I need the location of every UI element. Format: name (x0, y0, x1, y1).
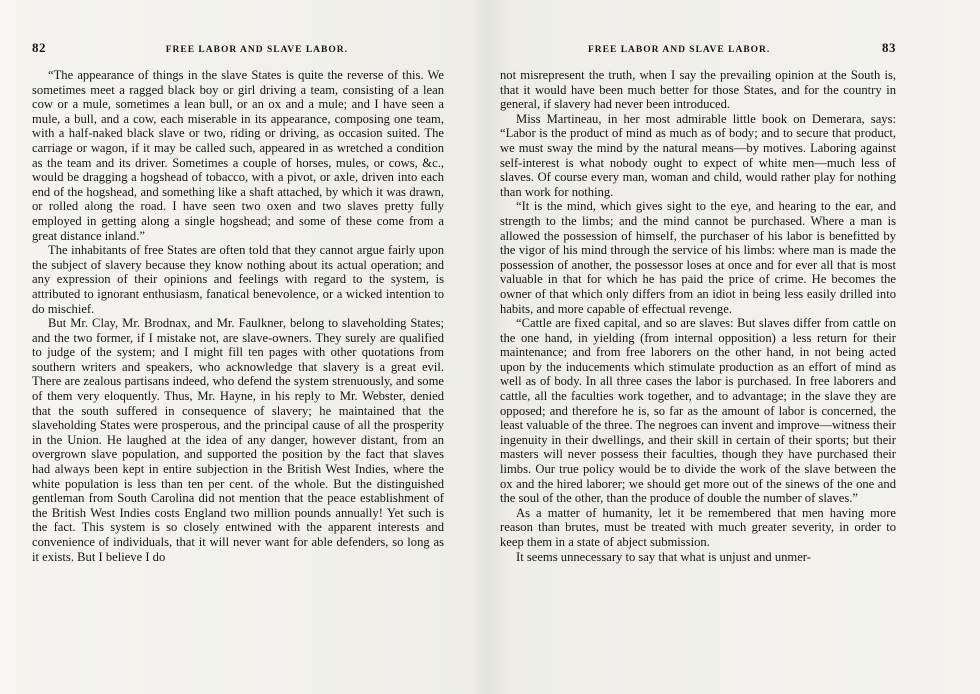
running-head: FREE LABOR AND SLAVE LABOR. (165, 45, 348, 55)
paragraph: Miss Martineau, in her most admirable little book on Demerara, says: “Labor is the product of mind as much as of body; and to secure that product, we must sway the mind by the natural means—by motives. Laboring against self-interest is what nobody ought to expect of white men—much less of slaves. Of course every man, woman and child, would rather play for nothing than work for nothing. (500, 111, 896, 199)
paragraph: But Mr. Clay, Mr. Brodnax, and Mr. Faulkner, belong to slaveholding States; and the two former, if I mistake not, are slave-owners. They surely are qualified to judge of the system; and I might fill ten pages with other quotations from southern writers and speakers, who acknowledge that slavery is a great evil. There are zealous partisans indeed, who defend the system strenuously, and some of them very eloquently. Thus, Mr. Hayne, in his reply to Mr. Webster, denied that the south suffered in consequence of slavery; he maintained that the slaveholding States were prosperous, and the principal cause of all the prosperity in the Union. He laughed at the idea of any danger, however distant, from an overgrown slave population, and supported the position by the fact that slaves had always been kept in entire subjection in the British West Indies, where the white population is less than ten per cent. of the whole. But the distinguished gentleman from South Carolina did not mention that the peace establishment of the British West Indies costs England two million pounds annually! Yet such is the fact. This system is so closely entwined with the apparent interests and convenience of individuals, that it will never want for able defenders, so long as it exists. But I believe I do (32, 316, 444, 564)
right-page-text (500, 68, 896, 564)
paragraph: “Cattle are fixed capital, and so are slaves: But slaves differ from cattle on the one hand, in yielding (from internal opposition) a less return for their maintenance; and from free laborers on the other hand, in not being acted upon by the inducements which stimulate production as an effort of mind as well as of body. In all three cases the labor is purchased. In free laborers and cattle, all the faculties work together, and to advantage; in the slave they are opposed; and therefore he is, so far as the amount of labor is concerned, the least valuable of the three. The negroes can invent and improve—witness their ingenuity in their dwellings, and their skill in certain of their sports; but their masters will never possess their faculties, though they have purchased their limbs. Our true policy would be to divide the work of the slave between the ox and the hired laborer; we should get more out of the sinews of the one and the soul of the other, than the produce of double the number of slaves.” (500, 316, 896, 506)
paragraph: not misrepresent the truth, when I say the prevailing opinion at the South is, that it would have been much better for those States, and for the country in general, if slavery had never been introduced. (500, 68, 896, 112)
right-page-header (500, 40, 896, 56)
right-page (500, 40, 896, 564)
paragraph: As a matter of humanity, let it be remembered that men having more reason than brutes, must be treated with much greater severity, in order to keep them in a state of abject submission. (500, 505, 896, 549)
left-page (32, 40, 444, 564)
paragraph: The inhabitants of free States are often told that they cannot argue fairly upon the subject of slavery because they know nothing about its actual operation; and any expression of their opinions and feelings with regard to the system, is attributed to ignorant enthusiasm, fanatical benevolence, or a wicked intention to do mischief. (32, 243, 444, 316)
paragraph: “The appearance of things in the slave States is quite the reverse of this. We sometimes meet a ragged black boy or girl driving a team, consisting of a lean cow or a mule, sometimes a lean bull, or an ox and a mule; and I have seen a mule, a bull, and a cow, each miserable in its appearance, composing one team, with a half-naked black slave or two, riding or driving, as occasion suited. The carriage or wagon, if it may be called such, appeared in as wretched a condition as the team and its driver. Sometimes a couple of horses, mules, or cows, &c., would be dragging a hogshead of tobacco, with a pivot, or axle, driven into each end of the hogshead, and something like a shaft attached, by which it was drawn, or rolled along the road. I have seen two oxen and two slaves pretty fully employed in getting along a single hogshead; and some of these come from a great distance inland.” (32, 68, 444, 243)
running-head: FREE LABOR AND SLAVE LABOR. (588, 45, 771, 55)
paragraph: “It is the mind, which gives sight to the eye, and hearing to the ear, and strength to the limbs; and the mind cannot be purchased. Where a man is allowed the possession of himself, the purchaser of his labor is benefitted by the vigor of his mind through the service of his limbs: where man is made the possession of another, the possessor loses at once and for ever all that is most valuable in that for which he has paid the price of crime. He becomes the owner of that which only differs from an idiot in being less easily drilled into habits, and more capable of effectual revenge. (500, 199, 896, 316)
page-number: 83 (882, 40, 896, 55)
paragraph: It seems unnecessary to say that what is unjust and unmer- (516, 549, 811, 564)
left-page-text (32, 68, 444, 564)
page-number: 82 (32, 40, 46, 55)
left-page-header (32, 40, 444, 56)
